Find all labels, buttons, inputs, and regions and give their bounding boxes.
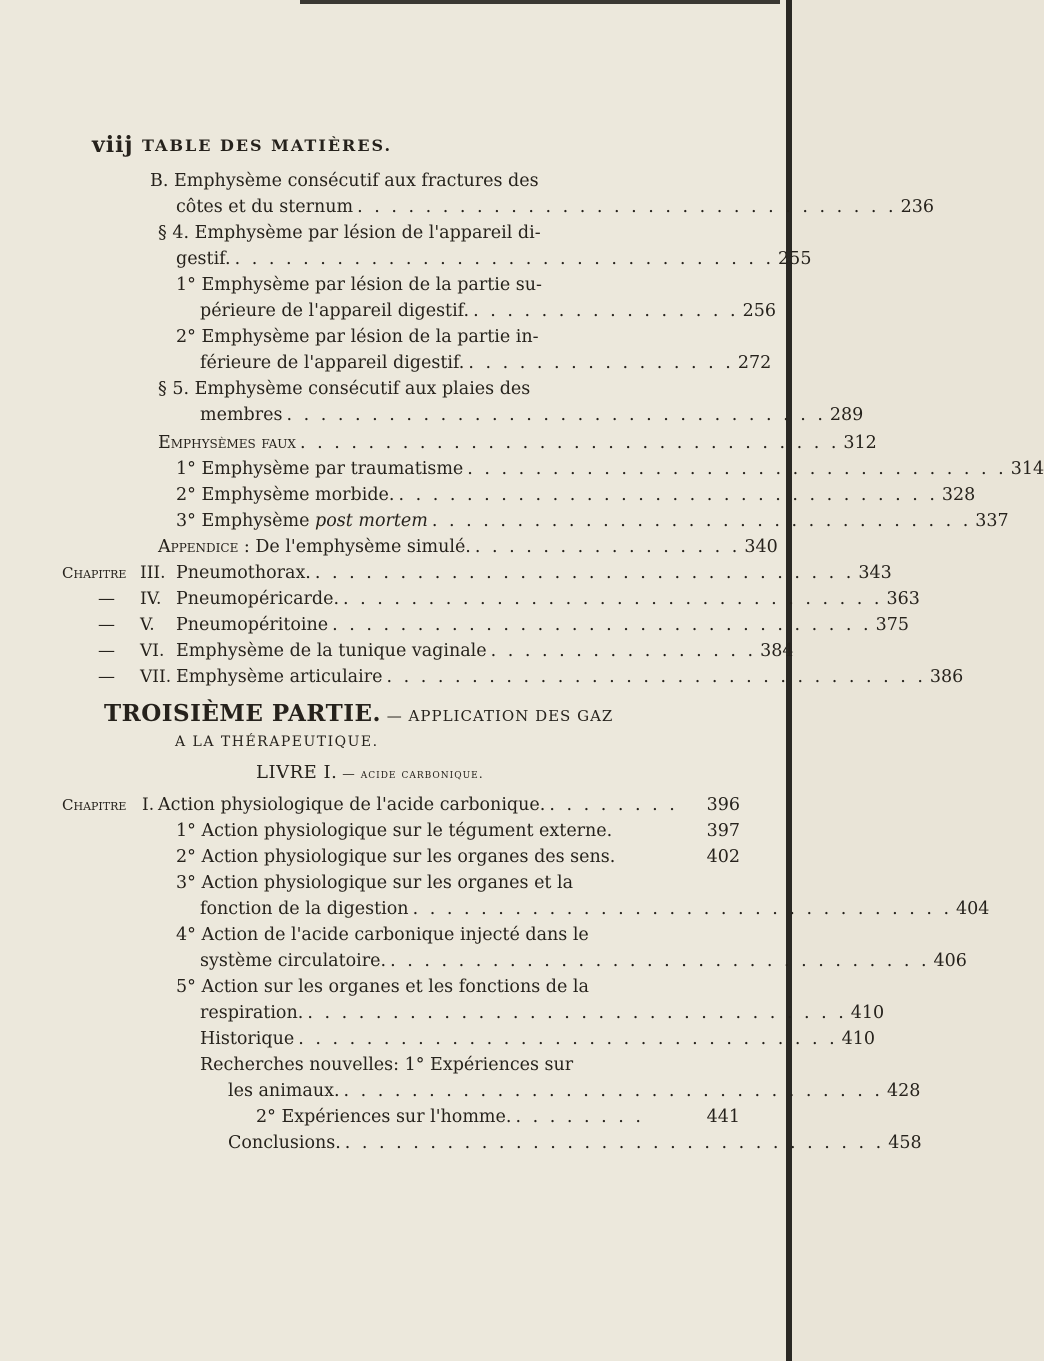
page-number: 396 [706,795,740,815]
toc-entry-text: Emphysème articulaire [176,667,383,687]
toc-entry-text: Emphysèmes faux [158,433,296,453]
toc-entry-line [158,376,530,402]
page-number: 340 [744,537,778,557]
toc-entry-text: férieure de l'appareil digestif. [200,353,465,373]
toc-entry-line [176,246,812,272]
toc-entry-line [150,168,539,194]
toc-entry-line [176,818,740,844]
toc-chapter-line [158,792,740,818]
toc-entry-text: Recherches nouvelles: 1° Expériences sur [200,1055,574,1075]
page-header [92,132,732,162]
toc-entry-line [256,1104,740,1130]
page-number: 256 [742,301,776,321]
toc-entry-text: respiration. [200,1003,304,1023]
toc-section-heading [158,430,877,456]
leader-dots: . . . . . . . . . . . . . . . . . . . . . . . . . . . . . . . . [357,197,897,217]
leader-dots: . . . . . . . . . . . . . . . . . . . . . . . . . . . . . . . . [386,667,926,687]
toc-entry-line [200,1052,573,1078]
page-number: 441 [706,1107,740,1127]
part-title-sub: — APPLICATION DES GAZ [381,707,614,725]
leader-dots: . . . . . . . . . . . . . . . . . . . . . . . . . . . . . . . . [307,1003,847,1023]
page-number: 312 [843,433,877,453]
toc-entry-line [228,1130,922,1156]
page-number: 458 [888,1133,922,1153]
toc-entry-text: 1° Emphysème par traumatisme [176,459,464,479]
leader-dots: . . . . . . . . . . . . . . . . . . . . . . . . . . . . . . . . [398,485,938,505]
toc-chapter-line [176,638,794,664]
toc-entry-line [176,922,589,948]
leader-dots: . . . . . . . . [549,795,678,815]
running-title: TABLE DES MATIÈRES. [142,136,393,155]
leader-dots: . . . . . . . . . . . . . . . . [473,301,739,321]
page-number: 337 [975,511,1009,531]
appendix-label: Appendice [158,537,239,557]
leader-dots: . . . . . . . . . . . . . . . . . . . . . . . . . . . . . . . . [234,249,775,269]
page-folio: viij [92,132,134,158]
toc-entry-text: § 4. Emphysème par lésion de l'appareil di- [158,223,541,243]
toc-entry-text: Conclusions. [228,1133,341,1153]
leader-dots: . . . . . . . . . . . . . . . . . . . . . . . . . . . . . . . . [299,433,840,453]
chapter-number: V. [140,615,155,635]
toc-entry-text: B. Emphysème consécutif aux fractures des [150,171,539,191]
toc-entry-text: § 5. Emphysème consécutif aux plaies des [158,379,531,399]
toc-chapter-line [176,664,964,690]
toc-entry-text: gestif. [176,249,231,269]
toc-entry-text: Action physiologique de l'acide carbonique. [158,795,546,815]
chapter-label: — [98,641,115,661]
toc-entry-text: les animaux. [228,1081,340,1101]
toc-entry-text [158,534,471,560]
toc-entry-line [176,324,539,350]
chapter-number: IV. [140,589,162,609]
page-number: 404 [956,899,990,919]
leader-dots: . . . . . . . . . . . . . . . . . . . . . . . . . . . . . . . . [343,1081,883,1101]
toc-chapter-line [176,560,892,586]
leader-dots: . . . . . . . . . . . . . . . . . . . . . . . . . . . . . . . . [298,1029,838,1049]
toc-entry-text: Pneumopéricarde. [176,589,340,609]
chapter-number: VII. [140,667,172,687]
page-number: 406 [933,951,967,971]
toc-appendix-line [158,534,778,560]
chapter-number: I. [142,795,155,815]
part-title [104,700,613,727]
toc-entry-line [200,298,776,324]
toc-entry-text: Historique [200,1029,295,1049]
leader-dots: . . . . . . . . . . . . . . . . . . . . . . . . . . . . . . . . [390,951,930,971]
page-number: 386 [929,667,964,687]
part-title-main: TROISIÈME PARTIE. [104,700,382,727]
leader-dots: . . . . . . . . . . . . . . . . . . . . . . . . . . . . . . . . [467,459,1007,479]
leader-dots: . . . . . . . . . . . . . . . . . . . . . . . . . . . . . . . . [286,405,826,425]
leader-dots: . . . . . . . . . . . . . . . . [490,641,757,661]
book-title-sub: — acide carbonique. [337,766,484,781]
page-number: 272 [737,353,772,373]
toc-entry-text: système circulatoire. [200,951,387,971]
toc-entry-text: membres [200,405,283,425]
toc-entry-line [158,220,541,246]
toc-entry-text [176,508,428,534]
toc-entry-line [176,194,934,220]
toc-entry-text: 5° Action sur les organes et les fonctions de la [176,977,589,997]
toc-entry-line [200,948,967,974]
toc-entry-text: 2° Action physiologique sur les organes des sens. [176,847,616,867]
page-number: 375 [875,615,909,635]
toc-entry-line [176,456,1044,482]
page-number: 236 [900,197,934,217]
chapter-label: — [98,589,115,609]
chapter-label: Chapitre [62,564,127,582]
toc-chapter-line [176,586,920,612]
page-number: 314 [1010,459,1044,479]
toc-entry-text: 2° Emphysème morbide. [176,485,395,505]
toc-entry-line [176,508,1009,534]
toc-entry-text: 1° Emphysème par lésion de la partie su- [176,275,542,295]
leader-dots: . . . . . . . . . . . . . . . . . . . . . . . . . . . . . . . . [344,1133,885,1153]
toc-entry-line [228,1078,921,1104]
toc-entry-italic: post mortem [315,511,428,531]
toc-entry-text: 3° Action physiologique sur les organes et la [176,873,574,893]
page-number: 428 [886,1081,921,1101]
leader-dots: . . . . . . . . [515,1107,644,1127]
toc-entry-line [176,482,976,508]
leader-dots: . . . . . . . . . . . . . . . . [474,537,741,557]
toc-entry-text: Emphysème de la tunique vaginale [176,641,487,661]
page-number: 402 [706,847,740,867]
toc-entry-text: Pneumopéritoine [176,615,329,635]
page-number: 289 [829,405,864,425]
page-number: 410 [841,1029,876,1049]
page-number: 255 [778,249,812,269]
toc-entry-text: côtes et du sternum [176,197,354,217]
book-title-main: LIVRE I. [256,762,338,783]
chapter-number: III. [140,563,166,583]
toc-entry-line [176,974,589,1000]
chapter-label: — [98,667,115,687]
toc-entry-line [176,870,573,896]
toc-entry-text: 2° Emphysème par lésion de la partie in- [176,327,539,347]
toc-entry-line [200,1000,885,1026]
leader-dots: . . . . . . . . . . . . . . . . . . . . . . . . . . . . . . . . [343,589,883,609]
leader-dots: . . . . . . . . . . . . . . . . . . . . . . . . . . . . . . . . [332,615,872,635]
page-number: 384 [760,641,794,661]
toc-chapter-line [176,612,909,638]
page-number: 343 [858,563,892,583]
part-title-sub2: A LA THÉRAPEUTIQUE. [175,734,379,750]
toc-entry-text: Pneumothorax. [176,563,311,583]
leader-dots: . . . . . . . . . . . . . . . . . . . . . . . . . . . . . . . . [412,899,953,919]
toc-entry-text: périeure de l'appareil digestif. [200,301,470,321]
toc-entry-text: 2° Expériences sur l'homme. [256,1107,512,1127]
toc-entry-line [200,402,864,428]
toc-entry-line [200,1026,876,1052]
book-title [256,762,484,783]
leader-dots: . . . . . . . . . . . . . . . . . . . . . . . . . . . . . . . . [314,563,855,583]
toc-entry-text: 4° Action de l'acide carbonique injecté dans le [176,925,589,945]
page-number: 410 [850,1003,885,1023]
toc-entry-text: fonction de la digestion [200,899,409,919]
leader-dots: . . . . . . . . . . . . . . . . . . . . . . . . . . . . . . . . [431,511,972,531]
page-number: 363 [886,589,920,609]
page-number: 328 [941,485,976,505]
appendix-text: : De l'emphysème simulé. [238,537,471,557]
leader-dots: . . . . . . . . . . . . . . . . [468,353,734,373]
toc-entry-line [200,896,990,922]
chapter-label: Chapitre [62,796,127,814]
toc-entry-line [176,272,542,298]
page-top-edge [300,0,780,4]
toc-entry-text: 1° Action physiologique sur le tégument externe. [176,821,613,841]
toc-entry-text-part: 3° Emphysème [176,511,316,531]
page-number: 397 [706,821,740,841]
toc-entry-line [200,350,772,376]
chapter-number: VI. [140,641,165,661]
toc-entry-line [176,844,740,870]
chapter-label: — [98,615,115,635]
